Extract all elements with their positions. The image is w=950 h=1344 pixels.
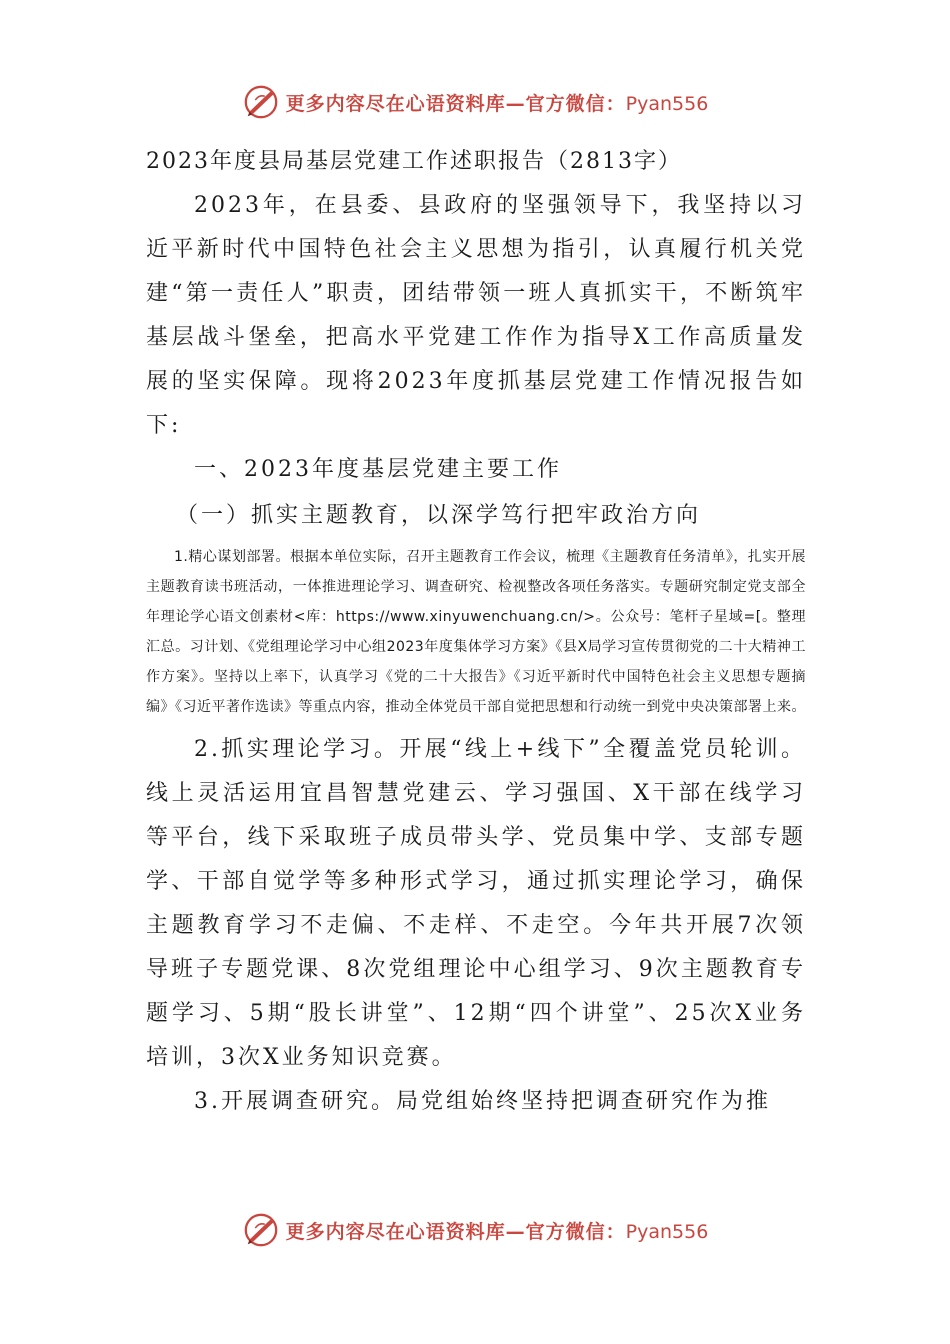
wechat-id: Pyan556 — [625, 92, 709, 115]
banner-text: 更多内容尽在心语资料库—官方微信：Pyan556 — [285, 92, 709, 115]
intro-paragraph: 2023年，在县委、县政府的坚强领导下，我坚持以习近平新时代中国特色社会主义思想为指引，认真履行机关党建“第一责任人”职责，团结带领一班人真抓实干，不断筑牢基层战斗堡垒，把高水平党建工作作为指导X工作高质量发展的坚实保障。现将2023年度抓基层党建工作情况报告如下: — [146, 193, 806, 438]
pen-logo-icon — [242, 1211, 280, 1249]
item-paragraph-1: 1.精心谋划部署。根据本单位实际，召开主题教育工作会议，梳理《主题教育任务清单》，扎实开展主题教育读书班活动，一体推进理论学习、调查研究、检视整改各项任务落实。专题研究制定党支部全年理论学心语文创素材<库：https://www.xinyuwenchuang.cn/>。公众号：笔杆子星域=[。整理汇总。习计划、《党组理论学习中心组2023年度集体学习方案》《县X局学习宣传贯彻党的二十大精神工作方案》。坚持以上率下，认真学习《党的二十大报告》《习近平新时代中国特色社会主义思想专题摘编》《习近平著作选读》等重点内容，推动全体党员干部自觉把思想和行动统一到党中央决策部署上来。 — [146, 549, 806, 715]
document-title: 2023年度县局基层党建工作述职报告（2813字） — [146, 149, 682, 174]
header-banner — [0, 82, 950, 122]
item-paragraph-3: 3.开展调查研究。局党组始终坚持把调查研究作为推 — [194, 1089, 771, 1114]
pen-logo-icon — [242, 83, 280, 121]
section-heading: 一、2023年度基层党建主要工作 — [194, 457, 562, 482]
banner-text: 更多内容尽在心语资料库—官方微信：Pyan556 — [285, 1220, 709, 1243]
item-paragraph-2: 2.抓实理论学习。开展“线上+线下”全覆盖党员轮训。线上灵活运用宜昌智慧党建云、学习强国、X干部在线学习等平台，线下采取班子成员带头学、党员集中学、支部专题学、干部自觉学等多种形式学习，通过抓实理论学习，确保主题教育学习不走偏、不走样、不走空。今年共开展7次领导班子专题党课、8次党组理论中心组学习、9次主题教育专题学习、5期“股长讲堂”、12期“四个讲堂”、25次X业务培训，3次X业务知识竞赛。 — [146, 737, 806, 1070]
document-body — [146, 140, 806, 1124]
wechat-id: Pyan556 — [625, 1220, 709, 1243]
subsection-heading: （一）抓实主题教育，以深学笃行把牢政治方向 — [176, 503, 702, 528]
footer-banner — [0, 1210, 950, 1250]
